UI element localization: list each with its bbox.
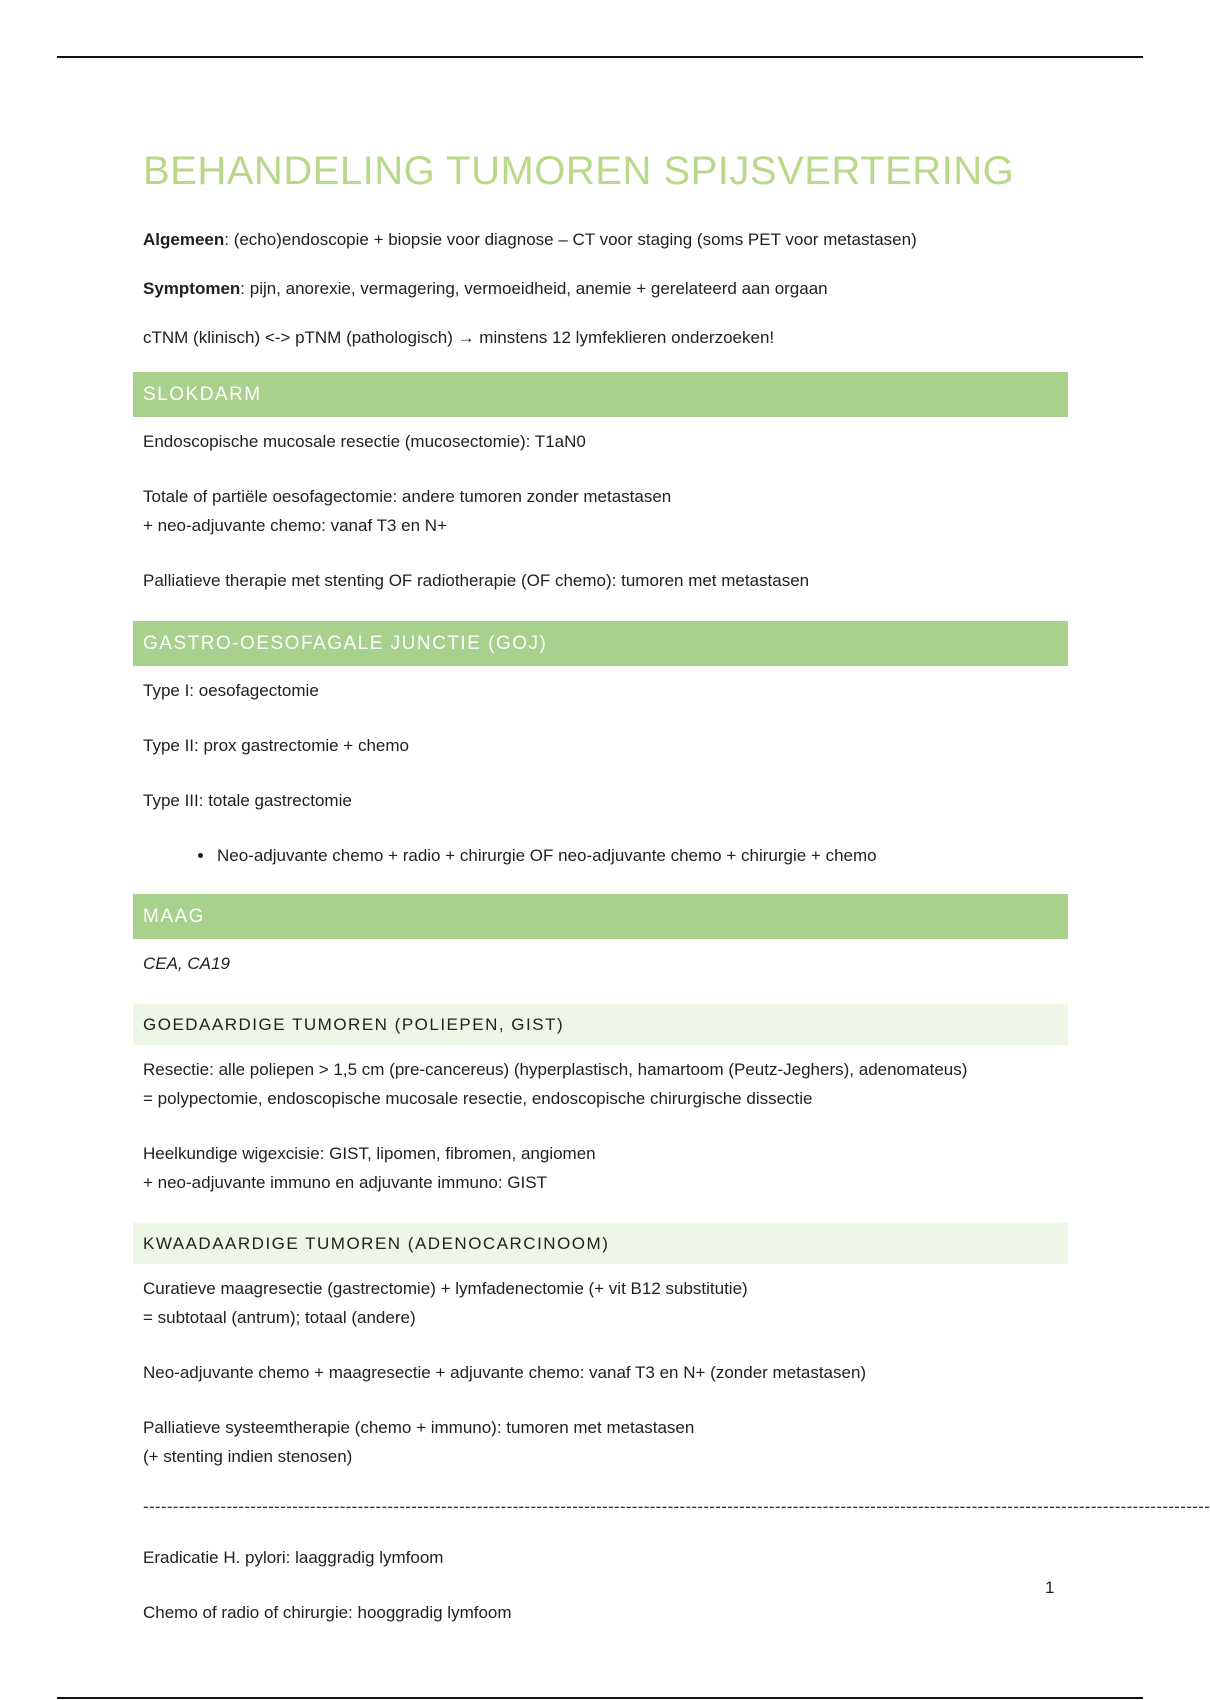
dashed-separator: ----------------------------------------------------------------------------------------------------------------------------------------------------------------------------------- bbox=[143, 1497, 1210, 1516]
document-body bbox=[143, 143, 1210, 1653]
slokdarm-p3: Palliatieve therapie met stenting OF radiotherapie (OF chemo): tumoren met metastasen bbox=[143, 571, 810, 590]
section-heading-goj: GASTRO-OESOFAGALE JUNCTIE (GOJ) bbox=[133, 621, 1068, 666]
goed-p2-line2: + neo-adjuvante immuno en adjuvante immuno: GIST bbox=[143, 1173, 547, 1192]
symptomen-text: : pijn, anorexie, vermagering, vermoeidheid, anemie + gerelateerd aan orgaan bbox=[240, 279, 828, 298]
kwaad-p3-line1: Palliatieve systeemtherapie (chemo + immuno): tumoren met metastasen bbox=[143, 1418, 695, 1437]
list-item: • Neo-adjuvante chemo + radio + chirurgie OF neo-adjuvante chemo + chirurgie + chemo bbox=[215, 841, 1163, 870]
goed-p1-line1: Resectie: alle poliepen > 1,5 cm (pre-cancereus) (hyperplastisch, hamartoom (Peutz-Jeghers), adenomateus) bbox=[143, 1060, 968, 1079]
lymfoom-p2: Chemo of radio of chirurgie: hooggradig lymfoom bbox=[143, 1603, 512, 1622]
page-number: 1 bbox=[1045, 1578, 1055, 1597]
goj-type1: Type I: oesofagectomie bbox=[143, 681, 319, 700]
kwaad-p1 bbox=[143, 1274, 1163, 1332]
kwaad-p3-line2: (+ stenting indien stenosen) bbox=[143, 1447, 353, 1466]
slokdarm-p1: Endoscopische mucosale resectie (mucosectomie): T1aN0 bbox=[143, 432, 586, 451]
kwaad-p2: Neo-adjuvante chemo + maagresectie + adjuvante chemo: vanaf T3 en N+ (zonder metastasen) bbox=[143, 1363, 867, 1382]
maag-markers: CEA, CA19 bbox=[143, 954, 230, 973]
slokdarm-p2-line1: Totale of partiële oesofagectomie: andere tumoren zonder metastasen bbox=[143, 487, 672, 506]
header-rule bbox=[57, 56, 1143, 58]
page-title: BEHANDELING TUMOREN SPIJSVERTERING bbox=[143, 149, 1015, 193]
symptomen-label: Symptomen bbox=[143, 279, 241, 298]
goj-type2: Type II: prox gastrectomie + chemo bbox=[143, 736, 409, 755]
goj-bullet-list bbox=[143, 841, 1163, 870]
slokdarm-p2 bbox=[143, 482, 1163, 540]
kwaad-p3 bbox=[143, 1413, 1163, 1471]
kwaad-p1-line2: = subtotaal (antrum); totaal (andere) bbox=[143, 1308, 416, 1327]
footer-rule bbox=[57, 1697, 1143, 1699]
section-heading-slokdarm: SLOKDARM bbox=[133, 372, 1068, 417]
algemeen-paragraph bbox=[143, 225, 1163, 254]
goed-p1 bbox=[143, 1055, 1163, 1113]
goed-p2 bbox=[143, 1139, 1163, 1197]
subheading-kwaadaardig: KWAADAARDIGE TUMOREN (ADENOCARCINOOM) bbox=[133, 1223, 1068, 1264]
lymfoom-p1: Eradicatie H. pylori: laaggradig lymfoom bbox=[143, 1548, 444, 1567]
section-heading-maag: MAAG bbox=[133, 894, 1068, 939]
subheading-goedaardig: GOEDAARDIGE TUMOREN (POLIEPEN, GIST) bbox=[133, 1004, 1068, 1045]
algemeen-label: Algemeen bbox=[143, 230, 225, 249]
goed-p2-line1: Heelkundige wigexcisie: GIST, lipomen, fibromen, angiomen bbox=[143, 1144, 596, 1163]
tnm-paragraph: cTNM (klinisch) <-> pTNM (pathologisch) → minstens 12 lymfeklieren onderzoeken! bbox=[143, 328, 775, 347]
algemeen-text: : (echo)endoscopie + biopsie voor diagnose – CT voor staging (soms PET voor metastasen) bbox=[224, 230, 917, 249]
kwaad-p1-line1: Curatieve maagresectie (gastrectomie) + lymfadenectomie (+ vit B12 substitutie) bbox=[143, 1279, 748, 1298]
symptomen-paragraph bbox=[143, 274, 1163, 303]
slokdarm-p2-line2: + neo-adjuvante chemo: vanaf T3 en N+ bbox=[143, 516, 447, 535]
goj-type3: Type III: totale gastrectomie bbox=[143, 791, 352, 810]
goed-p1-line2: = polypectomie, endoscopische mucosale resectie, endoscopische chirurgische dissectie bbox=[143, 1089, 813, 1108]
